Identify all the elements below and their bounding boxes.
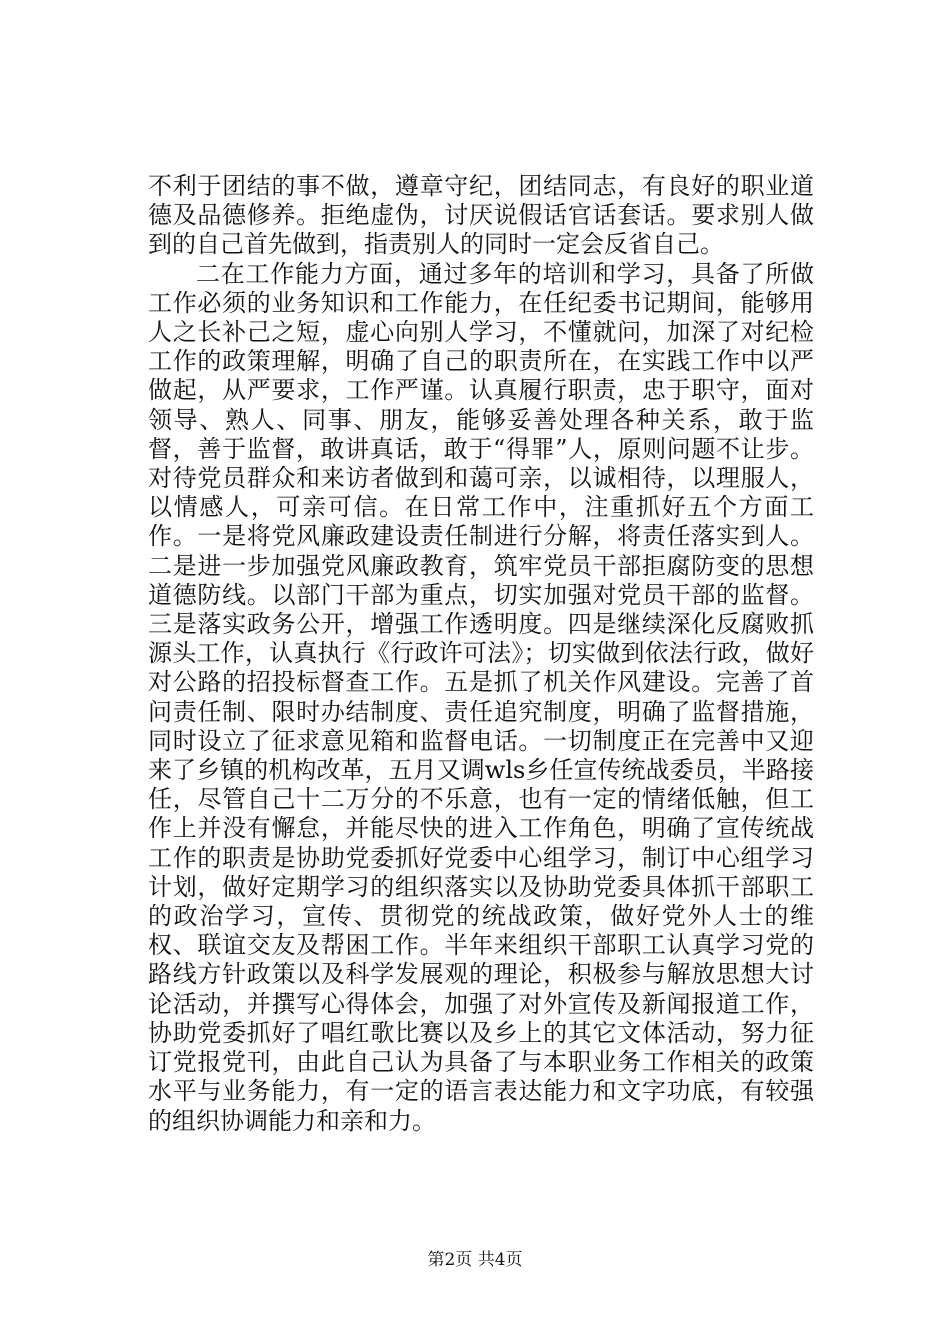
document-body xyxy=(148,172,814,1136)
paragraph-work-ability: 二在工作能力方面，通过多年的培训和学习，具备了所做工作必须的业务知识和工作能力，在任纪委书记期间，能够用人之长补己之短，虚心向别人学习，不懂就问，加深了对纪检工作的政策理解，明确了自己的职责所在，在实践工作中以严做起，从严要求，工作严谨。认真履行职责，忠于职守，面对领导、熟人、同事、朋友，能够妥善处理各种关系，敢于监督，善于监督，敢讲真话，敢于“得罪”人，原则问题不让步。对待党员群众和来访者做到和蔼可亲，以诚相待，以理服人，以情感人，可亲可信。在日常工作中，注重抓好五个方面工作。一是将党风廉政建设责任制进行分解，将责任落实到人。二是进一步加强党风廉政教育，筑牢党员干部拒腐防变的思想道德防线。以部门干部为重点，切实加强对党员干部的监督。三是落实政务公开，增强工作透明度。四是继续深化反腐败抓源头工作，认真执行《行政许可法》；切实做到依法行政，做好对公路的招投标督查工作。五是抓了机关作风建设。完善了首问责任制、限时办结制度、责任追究制度，明确了监督措施，同时设立了征求意见箱和监督电话。一切制度正在完善中又迎来了乡镇的机构改革，五月又调wls乡任宣传统战委员，半路接任，尽管自己十二万分的不乐意，也有一定的情绪低触，但工作上并没有懈怠，并能尽快的进入工作角色，明确了宣传统战工作的职责是协助党委抓好党委中心组学习，制订中心组学习计划，做好定期学习的组织落实以及协助党委具体抓干部职工的政治学习，宣传、贯彻党的统战政策，做好党外人士的维权、联谊交友及帮困工作。半年来组织干部职工认真学习党的路线方针政策以及科学发展观的理论，积极参与解放思想大讨论活动，并撰写心得体会，加强了对外宣传及新闻报道工作，协助党委抓好了唱红歌比赛以及乡上的其它文体活动，努力征订党报党刊，由此自己认为具备了与本职业务工作相关的政策水平与业务能力，有一定的语言表达能力和文字功底，有较强的组织协调能力和亲和力。 xyxy=(148,259,814,1135)
page-footer: 第2页 共4页 xyxy=(427,1250,523,1270)
paragraph-continuation: 不利于团结的事不做，遵章守纪，团结同志，有良好的职业道德及品德修养。拒绝虚伪，讨厌说假话官话套话。要求别人做到的自己首先做到，指责别人的同时一定会反省自己。 xyxy=(148,172,814,259)
